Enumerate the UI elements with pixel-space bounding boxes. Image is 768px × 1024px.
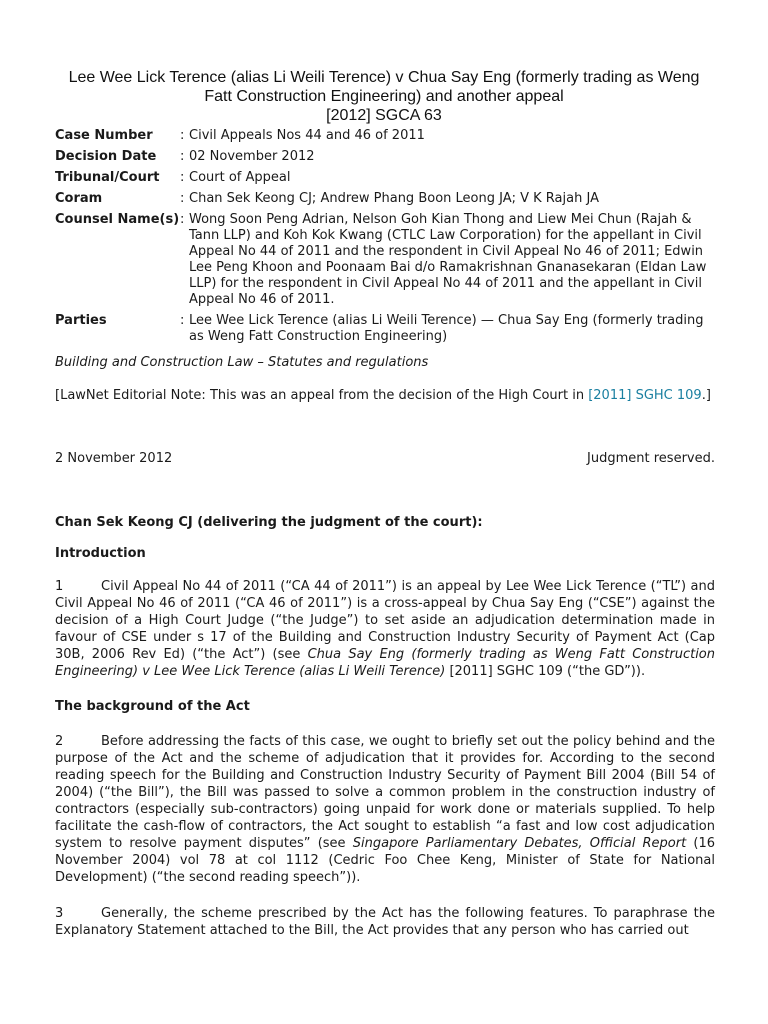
paragraph-1 — [55, 578, 715, 680]
meta-value: Wong Soon Peng Adrian, Nelson Goh Kian Thong and Liew Mei Chun (Rajah & Tann LLP) and Koh Kok Kwang (CTLC Law Corporation) for the appellant in Civil Appeal No 44 of 2011 and the respondent in Civil Appeal No 46 of 2011; Edwin Lee Peng Khoon and Poonaam Bai d/o Ramakrishnan Gnanasekaran (Eldan Law LLP) for the respondent in Civil Appeal No 44 of 2011 and the appellant in Civil Appeal No 46 of 2011. — [189, 212, 707, 307]
paragraph-text: Civil Appeal No 44 of 2011 (“CA 44 of 2011”) is an appeal by Lee Wee Lick Terence (“TL”) and Civil Appeal No 46 of 2011 (“CA 46 of 2011”) is a cross-appeal by Chua Say Eng (“CSE”) against the decision of a High Court Judge (“the Judge”) to set aside an adjudication determination made in favour of CSE under s 17 of the Building and Construction Industry Security of Payment Act (Cap 30B, 2006 Rev Ed) (“the Act”) (see — [55, 579, 715, 662]
case-title-line-1: Lee Wee Lick Terence (alias Li Weili Terence) v Chua Say Eng (formerly trading as Weng — [68, 69, 700, 86]
meta-key: Counsel Name(s) — [55, 212, 180, 227]
meta-key: Coram — [55, 191, 103, 206]
judgment-date: 2 November 2012 — [55, 451, 173, 466]
case-metadata — [55, 128, 715, 350]
meta-row-parties: Parties : Lee Wee Lick Terence (alias Li Weili Terence) — Chua Say Eng (formerly trading as Weng Fatt Construction Engineering) — [55, 313, 715, 345]
paragraph-number: 3 — [55, 906, 64, 921]
meta-key: Case Number — [55, 128, 153, 143]
judgment-status: Judgment reserved. — [587, 451, 715, 466]
meta-value: 02 November 2012 — [189, 149, 315, 164]
meta-row-case-number: Case Number : Civil Appeals Nos 44 and 46 of 2011 — [55, 128, 715, 144]
meta-value: Court of Appeal — [189, 170, 291, 185]
introduction-heading: Introduction — [55, 546, 146, 561]
meta-value: Chan Sek Keong CJ; Andrew Phang Boon Leong JA; V K Rajah JA — [189, 191, 599, 206]
case-name-italic: Chua Say Eng (formerly trading as Weng Fatt Construction Engineering) v Lee Wee Lick Terence (alias Li Weili Terence) — [55, 647, 715, 679]
paragraph-3 — [55, 905, 715, 939]
meta-row-coram: Coram : Chan Sek Keong CJ; Andrew Phang Boon Leong JA; V K Rajah JA — [55, 191, 715, 207]
paragraph-number: 1 — [55, 579, 64, 594]
paragraph-2 — [55, 733, 715, 886]
meta-key: Decision Date — [55, 149, 157, 164]
meta-row-decision-date: Decision Date : 02 November 2012 — [55, 149, 715, 165]
paragraph-text: Generally, the scheme prescribed by the Act has the following features. To paraphrase the Explanatory Statement attached to the Bill, the Act provides that any person who has carried out — [55, 906, 715, 938]
paragraph-text: Before addressing the facts of this case, we ought to briefly set out the policy behind and the purpose of the Act and the scheme of adjudication that it provides for. According to the second reading speech for the Building and Construction Industry Security of Payment Bill 2004 (Bill 54 of 2004) (“the Bill”), the Bill was passed to solve a common problem in the construction industry of contractors (especially sub-contractors) going unpaid for work done or materials supplied. To help facilitate the cash-flow of contractors, the Act sought to establish “a fast and low cost adjudication system to resolve payment disputes” (see — [55, 734, 715, 851]
judge-heading: Chan Sek Keong CJ (delivering the judgment of the court): — [55, 515, 483, 530]
catchwords: Building and Construction Law – Statutes and regulations — [55, 355, 429, 370]
dateline — [55, 450, 715, 467]
citation-link[interactable]: [2011] SGHC 109 — [588, 388, 702, 403]
source-italic: Singapore Parliamentary Debates, Official Report — [352, 836, 687, 851]
meta-value: Lee Wee Lick Terence (alias Li Weili Terence) — Chua Say Eng (formerly trading as Weng Fatt Construction Engineering) — [189, 313, 704, 344]
case-title — [40, 68, 728, 125]
paragraph-text: (16 November 2004) vol 78 at col 1112 (Cedric Foo Chee Keng, Minister of State for National Development) (“the second reading speech”)). — [55, 836, 715, 885]
background-heading: The background of the Act — [55, 699, 250, 714]
editorial-note — [55, 387, 715, 404]
case-citation: [2012] SGCA 63 — [326, 107, 442, 124]
paragraph-number: 2 — [55, 734, 64, 749]
editorial-note-suffix: .] — [701, 388, 711, 403]
editorial-note-prefix: [LawNet Editorial Note: This was an appeal from the decision of the High Court in — [55, 388, 589, 403]
paragraph-text: [2011] SGHC 109 (“the GD”)). — [445, 664, 646, 679]
meta-key: Parties — [55, 313, 107, 328]
meta-value: Civil Appeals Nos 44 and 46 of 2011 — [189, 128, 425, 143]
case-title-line-2: Fatt Construction Engineering) and another appeal — [204, 88, 564, 105]
meta-row-tribunal: Tribunal/Court : Court of Appeal — [55, 170, 715, 186]
meta-key: Tribunal/Court — [55, 170, 160, 185]
meta-row-counsel: Counsel Name(s) : Wong Soon Peng Adrian, Nelson Goh Kian Thong and Liew Mei Chun (Rajah & Tann LLP) and Koh Kok Kwang (CTLC Law Corporation) for the appellant in Civil Appeal No 44 of 2011 and the respondent in Civil Appeal No 46 of 2011; Edwin Lee Peng Khoon and Poonaam Bai d/o Ramakrishnan Gnanasekaran (Eldan Law LLP) for the respondent in Civil Appeal No 44 of 2011 and the appellant in Civil Appeal No 46 of 2011. — [55, 212, 715, 308]
